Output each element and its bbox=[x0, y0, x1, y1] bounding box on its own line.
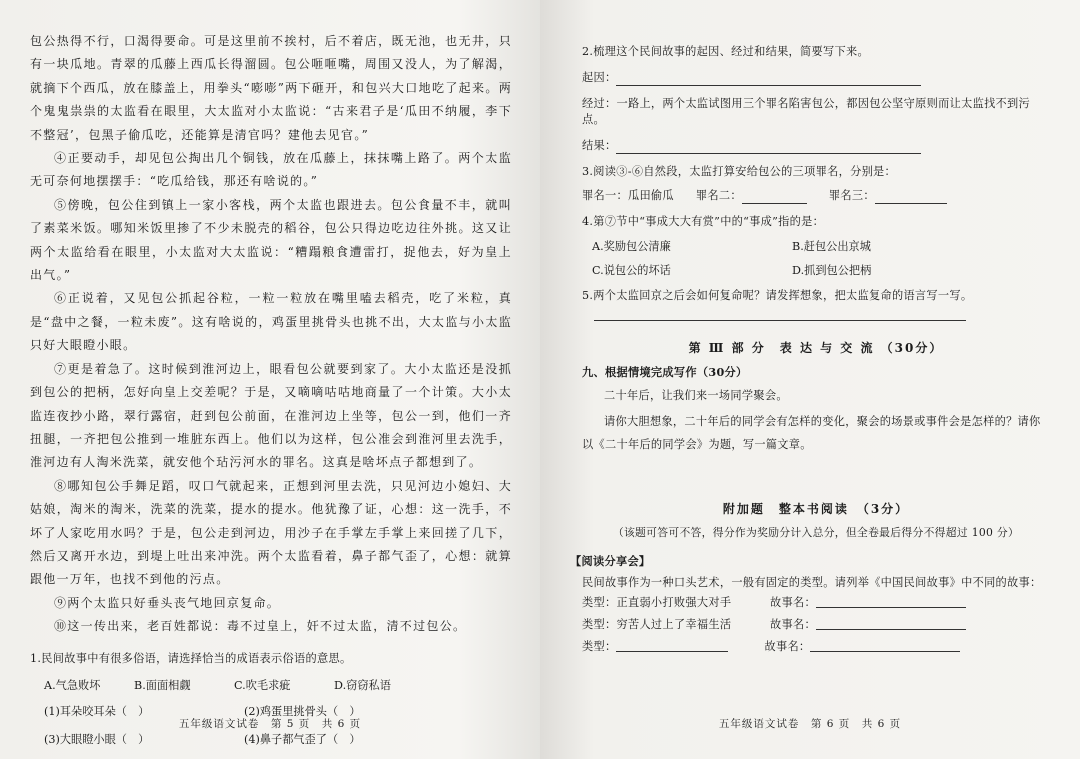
q4-option-b: B.赶包公出京城 bbox=[792, 240, 871, 253]
page-footer-5: 五年级语文试卷 第 5 页 共 6 页 bbox=[178, 718, 362, 730]
q9-text-2: 请你大胆想象，二十年后的同学会有怎样的变化，聚会的场景或事件会是怎样的？请你以《二十年后的同学会》为题，写一篇文章。 bbox=[582, 415, 1041, 451]
q4-option-d: D.抓到包公把柄 bbox=[792, 264, 872, 277]
story-name-label-3: 故事名： bbox=[764, 640, 811, 653]
paragraph-5: ⑤傍晚，包公住到镇上一家小客栈，两个太监也跟进去。包公食量不丰，就叫了素菜米饭。哪知米饭里掺了不少未脱壳的稻谷，包公只得边吃边往外挑。这又让两个太监给看在眼里，小太监对大太监说：“糟蹋粮食遭雷打，捉他去，好为皇上出气。” bbox=[30, 197, 512, 283]
q1-option-c: C.吹毛求疵 bbox=[234, 678, 291, 692]
q4-option-c: C.说包公的坏话 bbox=[592, 264, 671, 277]
question-9-title: 九、根据情境完成写作（30分） bbox=[582, 365, 748, 379]
q1-option-a: A.气急败坏 bbox=[44, 678, 101, 692]
story-type-1: 类型：正直弱小打败强大对手 bbox=[582, 596, 732, 609]
q4-options bbox=[592, 238, 1050, 278]
extra-question-note: （该题可答可不答，得分作为奖励分计入总分，但全卷最后得分不得超过 100 分） bbox=[612, 526, 1020, 539]
q2-result bbox=[582, 138, 1050, 154]
q2-result-answer-line[interactable] bbox=[616, 141, 921, 154]
story-type-row-1 bbox=[582, 595, 1050, 611]
q3-crime-3-line[interactable] bbox=[875, 191, 947, 204]
paragraph-1: 包公热得不行，口渴得要命。可是这里前不挨村，后不着店，既无池，也无井，只有一块瓜地。青翠的瓜藤上西瓜长得溜圆。包公咂咂嘴，周围又没人，为了解渴，就摘下个西瓜，放在膝盖上，用拳头“嘭嘭”两下砸开，和包兴大口地吃了起来。两个鬼鬼祟祟的太监看在眼里，大太监对小太监说：“古来君子是‘瓜田不纳履，李下不整冠’，包黑子偷瓜吃，还能算是清官吗？建他去见官。” bbox=[30, 34, 512, 142]
q2-result-label: 结果： bbox=[582, 139, 617, 152]
q4-option-a: A.奖励包公清廉 bbox=[592, 240, 671, 253]
story-name-line-2[interactable] bbox=[816, 617, 966, 630]
q2-cause-label: 起因： bbox=[582, 71, 617, 84]
story-type-line-3[interactable] bbox=[616, 639, 728, 652]
q1-item-2: (2)鸡蛋里挑骨头（ ） bbox=[244, 704, 361, 718]
page-footer-6: 五年级语文试卷 第 6 页 共 6 页 bbox=[718, 718, 902, 730]
q3-crime-3-label: 罪名三： bbox=[828, 189, 875, 202]
q1-item-1: (1)耳朵咬耳朵（ ） bbox=[44, 704, 150, 718]
story-type-row-2 bbox=[582, 617, 1050, 633]
reading-club-label: 【阅读分享会】 bbox=[570, 554, 651, 568]
question-1-options bbox=[44, 677, 512, 693]
q2-cause bbox=[582, 70, 1050, 86]
q3-crime-1: 罪名一：瓜田偷瓜 bbox=[582, 189, 674, 202]
question-5-stem: 5.两个太监回京之后会如何复命呢？请发挥想象，把太监复命的语言写一写。 bbox=[582, 289, 973, 302]
paragraph-7: ⑦更是着急了。这时候到淮河边上，眼看包公就要到家了。大小太监还是没抓到包公的把柄，怎好向皇上交差呢？于是，又嘀嘀咕咕地商量了一个计策。大小太监连夜抄小路，翠行露宿，赶到包公前面，在淮河边上坐等，包公一到，他们一齐扭腿，一齐把包公推到一堆脏东西上。他们以为这样，包公准会到淮河里去洗手，淮河边有人淘米洗菜，就安他个玷污河水的罪名。这真是啥坏点子都想到了。 bbox=[30, 361, 512, 470]
story-type-3: 类型： bbox=[582, 640, 617, 653]
story-name-label-2: 故事名： bbox=[770, 618, 816, 631]
q3-crime-2-line[interactable] bbox=[742, 191, 807, 204]
story-name-line-1[interactable] bbox=[816, 595, 966, 608]
paragraph-9: ⑨两个太监只好垂头丧气地回京复命。 bbox=[54, 595, 281, 610]
paragraph-4: ④正要动手，却见包公掏出几个铜钱，放在瓜藤上，抹抹嘴上路了。两个太监无可奈何地摆摆手：“吃瓜给钱，那还有啥说的。” bbox=[30, 151, 512, 189]
story-type-2: 类型：穷苦人过上了幸福生活 bbox=[582, 618, 732, 631]
q1-option-d: D.窃窃私语 bbox=[334, 678, 391, 692]
story-name-label-1: 故事名： bbox=[770, 596, 816, 609]
question-4-stem: 4.第⑦节中“事成大大有赏”中的“事成”指的是： bbox=[582, 215, 825, 228]
q2-process: 经过：一路上，两个太监试图用三个罪名陷害包公，都因包公坚守原则而让太监找不到污点。 bbox=[582, 97, 1031, 126]
extra-intro: 民间故事作为一种口头艺术，一般有固定的类型。请列举《中国民间故事》中不同的故事： bbox=[582, 576, 1042, 589]
paragraph-6: ⑥正说着，又见包公抓起谷粒，一粒一粒放在嘴里嗑去稻壳，吃了米粒，真是“盘中之餐，一粒未废”。这有啥说的，鸡蛋里挑骨头也挑不出，大太监与小太监只好大眼瞪小眼。 bbox=[30, 291, 512, 353]
extra-question-heading: 附加题 整本书阅读 （3分） bbox=[722, 502, 910, 516]
story-name-line-3[interactable] bbox=[810, 639, 960, 652]
question-3-stem: 3.阅读③-⑥自然段，太监打算安给包公的三项罪名，分别是： bbox=[582, 165, 897, 178]
q3-crime-2-wrap bbox=[696, 188, 807, 204]
question-2-stem: 2.梳理这个民间故事的起因、经过和结果，简要写下来。 bbox=[582, 45, 869, 58]
q3-crime-2-label: 罪名二： bbox=[695, 189, 742, 202]
q1-item-4: (4)鼻子都气歪了（ ） bbox=[244, 732, 361, 746]
question-1-stem: 1.民间故事中有很多俗语，请选择恰当的成语表示俗语的意思。 bbox=[30, 651, 352, 665]
q3-crime-3-wrap bbox=[829, 188, 947, 204]
q2-cause-answer-line[interactable] bbox=[616, 73, 921, 86]
paragraph-8: ⑧哪知包公手舞足蹈，叹口气就起来，正想到河里去洗，只见河边小媳妇、大姑娘，淘米的淘米，洗菜的洗菜，提水的提水。他犹豫了证，心想：这一洗手，不坏了人家吃用水吗？于是，包公走到河边，用沙子在手掌左手掌上来回搓了几下，然后又离开水边，到堤上吐出来冲洗。两个太监看着，鼻子都气歪了，心想：就算跟他一万年，也找不到他的污点。 bbox=[30, 478, 512, 587]
q1-item-3: (3)大眼瞪小眼（ ） bbox=[44, 732, 150, 746]
q9-text-1: 二十年后，让我们来一场同学聚会。 bbox=[604, 389, 788, 402]
paragraph-10: ⑩这一传出来，老百姓都说：毒不过皇上，奸不过太监，清不过包公。 bbox=[54, 619, 467, 634]
q3-crimes bbox=[582, 188, 1050, 204]
story-type-row-3 bbox=[582, 639, 1050, 655]
q5-answer-line[interactable] bbox=[594, 304, 966, 321]
page-6 bbox=[540, 0, 1080, 759]
story-type-list bbox=[582, 595, 1050, 655]
part-3-heading: 第 Ⅲ 部 分 表 达 与 交 流 （30分） bbox=[688, 341, 944, 355]
q1-option-b: B.面面相觑 bbox=[134, 678, 191, 692]
